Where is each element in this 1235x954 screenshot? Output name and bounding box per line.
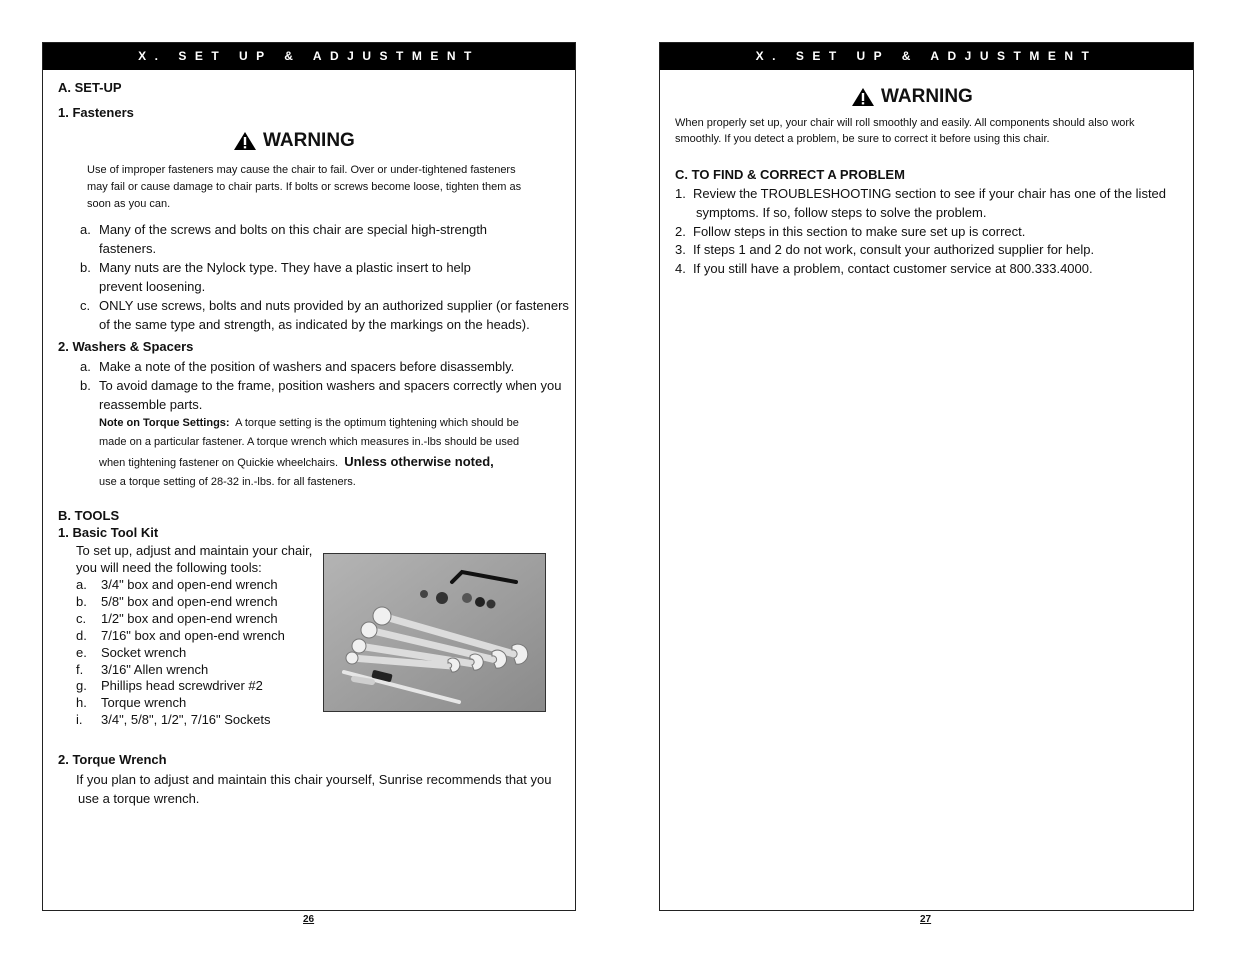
list-item: i. [76,712,83,727]
list-item: 4. [675,261,686,276]
list-item: Phillips head screwdriver #2 [101,678,263,693]
torque-wrench-text: If you plan to adjust and maintain this chair yourself, Sunrise recommends that you use a torque wrench. [76,772,552,806]
list-item: d. [76,628,87,643]
list-item: b. [80,260,91,275]
list-item: h. [76,695,87,710]
list-item: Torque wrench [101,695,187,710]
page-number-left: 26 [303,914,315,925]
list-item: e. [76,645,87,660]
list-item: Socket wrench [101,645,187,660]
warning-text-right: When properly set up, your chair will roll smoothly and easily. All components should also work smoothly. If you detect a problem, be sure to correct it before using this chair. [675,117,1135,145]
list-item: Make a note of the position of washers and spacers before disassembly. [99,359,515,374]
list-item: If you still have a problem, contact customer service at 800.333.4000. [693,261,1093,276]
list-item: 1. [675,186,686,201]
washers-heading: 2. Washers & Spacers [58,339,194,354]
list-item: Follow steps in this section to make sure set up is correct. [693,224,1026,239]
section-b-heading: B. TOOLS [58,508,120,523]
list-item: g. [76,678,87,693]
page-header: X. SET UP & ADJUSTMENT [43,43,575,70]
tools-photo [323,553,546,712]
list-item: c. [80,298,91,313]
list-item: 3. [675,242,686,257]
list-item: a. [76,577,87,592]
warning-triangle-icon [233,131,257,151]
list-item: 3/16" Allen wrench [101,662,209,677]
list-item: If steps 1 and 2 do not work, consult your authorized supplier for help. [693,242,1095,257]
warning-triangle-icon [851,87,875,107]
warning-label-right: WARNING [851,86,973,108]
basic-kit-heading: 1. Basic Tool Kit [58,525,159,540]
wrench-set-illustration [324,554,546,712]
torque-wrench-heading: 2. Torque Wrench [58,752,167,767]
list-item: ONLY use screws, bolts and nuts provided by an authorized supplier (or fasteners of the same type and strength, as indicated by the markings on the heads). [99,298,569,332]
list-item: 5/8" box and open-end wrench [101,594,278,609]
section-a-heading: A. SET-UP [58,80,122,95]
list-item: c. [76,611,87,626]
list-item: To avoid damage to the frame, position washers and spacers correctly when you reassemble parts. [99,378,562,412]
list-item: 3/4", 5/8", 1/2", 7/16" Sockets [101,712,271,727]
list-item: b. [80,378,91,393]
list-item: 1/2" box and open-end wrench [101,611,278,626]
warning-label-left: WARNING [233,130,355,152]
fasteners-heading: 1. Fasteners [58,105,134,120]
list-item: 2. [675,224,686,239]
list-item: 3/4" box and open-end wrench [101,577,278,592]
list-item: a. [80,359,91,374]
page-header: X. SET UP & ADJUSTMENT [660,43,1193,70]
torque-note: Note on Torque Settings: A torque setting is the optimum tightening which should be made on a particular fastener. A torque wrench which measures in.-lbs should be used when tightening fastener on Quickie wheelchairs. Unless otherwise noted, use a torque setting of 28-32 in.-lbs. for all fasteners. [99,417,520,488]
basic-kit-intro: To set up, adjust and maintain your chair, you will need the following tools: [76,543,313,575]
page-number-right: 27 [920,914,932,925]
section-c-heading: C. TO FIND & CORRECT A PROBLEM [675,167,905,182]
list-item: b. [76,594,87,609]
list-item: Review the TROUBLESHOOTING section to see if your chair has one of the listed symptoms. If so, follow steps to solve the problem. [693,186,1167,220]
list-item: Many nuts are the Nylock type. They have a plastic insert to help prevent loosening. [99,260,471,294]
warning-text-left: Use of improper fasteners may cause the chair to fail. Over or under-tightened fasteners may fail or cause damage to chair parts. If bolts or screws become loose, tighten them as soon as you can. [87,164,522,210]
list-item: Many of the screws and bolts on this chair are special high-strength fasteners. [99,222,488,256]
list-item: 7/16" box and open-end wrench [101,628,285,643]
list-item: a. [80,222,91,237]
list-item: f. [76,662,84,677]
